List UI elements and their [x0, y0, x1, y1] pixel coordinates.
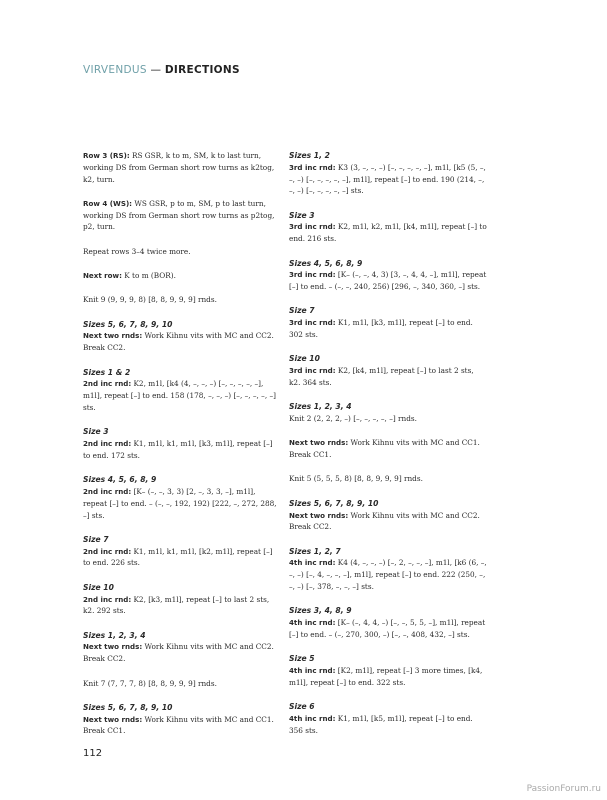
instruction-body: Knit 7 (7, 7, 7, 8) [8, 8, 9, 9, 9] rnds.: [83, 678, 217, 688]
instruction-text: [289, 221, 487, 245]
size-heading: Sizes 5, 6, 7, 8, 9, 10: [289, 498, 379, 508]
size-heading: Sizes 1 & 2: [83, 367, 131, 377]
instruction-text: [83, 150, 281, 185]
instruction-body: [K2, m1l], repeat [–] 3 more times, [k4, m1l], repeat [–] to end. 322 sts.: [289, 666, 483, 687]
instruction-block: [83, 150, 281, 185]
instruction-text: [289, 437, 487, 461]
instruction-block: [83, 534, 281, 569]
instruction-text: [289, 557, 487, 592]
instruction-body: K3 (3, –, –, –) [–, –, –, –, –], m1l, [k5 (5, –, –, –) [–, –, –, –, –], m1l], repeat [–] to end. 190 (214, –, –, –) [–, –, –, –, –] sts.: [289, 162, 486, 196]
instruction-body: K2, [k4, m1l], repeat [–] to last 2 sts, k2. 364 sts.: [289, 366, 474, 387]
instruction-text: [289, 617, 487, 641]
instruction-block: [83, 270, 281, 282]
size-heading: Size 6: [289, 702, 315, 712]
instruction-label: 3rd inc rnd:: [289, 162, 336, 172]
instruction-block: [289, 546, 487, 593]
instruction-text: [289, 269, 487, 293]
instruction-block: [289, 210, 487, 245]
instruction-label: 2nd inc rnd:: [83, 594, 132, 604]
instruction-block: [289, 498, 487, 533]
instruction-label: 4th inc rnd:: [289, 713, 336, 723]
instruction-text: [289, 317, 487, 341]
instruction-block: [289, 605, 487, 640]
instruction-text: [289, 473, 487, 485]
instruction-block: [289, 653, 487, 688]
instruction-block: [289, 150, 487, 197]
instruction-label: 3rd inc rnd:: [289, 366, 336, 376]
instruction-body: Repeat rows 3–4 twice more.: [83, 246, 191, 256]
instruction-label: 2nd inc rnd:: [83, 439, 132, 449]
instruction-body: K2, m1l, k2, m1l, [k4, m1l], repeat [–] to end. 216 sts.: [289, 222, 487, 244]
size-heading: Size 10: [289, 354, 320, 364]
header-separator: —: [150, 64, 162, 76]
size-heading: Sizes 4, 5, 6, 8, 9: [83, 475, 157, 485]
page-header: [83, 64, 240, 76]
instruction-body: WS GSR, p to m, SM, p to last turn, working DS from German short row turns as p2tog, p2, turn.: [83, 198, 275, 232]
size-heading: Sizes 1, 2, 3, 4: [83, 630, 146, 640]
instruction-block: [83, 678, 281, 690]
instruction-body: Work Kihnu vits with MC and CC1. Break CC1.: [289, 438, 480, 460]
instruction-block: [83, 294, 281, 306]
instruction-text: [289, 365, 487, 389]
instruction-body: K4 (4, –, –, –) [–, 2, –, –, –], m1l, [k6 (6, –, –, –) [–, 4, –, –, –], m1l], repeat [–] to end. 222 (250, –, –, –) [–, 378, –, –, –] sts.: [289, 558, 487, 592]
instruction-block: [83, 702, 281, 737]
size-heading: Size 3: [83, 427, 109, 437]
size-heading: Sizes 1, 2, 3, 4: [289, 402, 352, 412]
instruction-body: K1, m1l, [k5, m1l], repeat [–] to end. 356 sts.: [289, 713, 473, 735]
instruction-text: [289, 162, 487, 197]
instruction-text: [289, 413, 487, 425]
instruction-text: [83, 330, 281, 354]
size-heading: Sizes 1, 2: [289, 151, 330, 160]
instruction-body: K1, m1l, [k3, m1l], repeat [–] to end. 302 sts.: [289, 318, 473, 340]
instruction-block: [83, 319, 281, 354]
size-heading: Size 10: [83, 582, 114, 592]
size-heading: Sizes 5, 6, 7, 8, 9, 10: [83, 702, 173, 712]
instruction-block: [289, 258, 487, 293]
right-column: [289, 150, 487, 749]
instruction-text: [83, 678, 281, 690]
instruction-block: [83, 474, 281, 521]
instruction-label: 2nd inc rnd:: [83, 379, 132, 389]
pattern-name: VIRVENDUS: [83, 64, 147, 76]
instruction-body: Work Kihnu vits with MC and CC2. Break CC2.: [83, 331, 274, 353]
instruction-block: [83, 426, 281, 461]
instruction-body: [K– (–, 4, 4, –) [–, –, 5, 5, –], m1l], repeat [–] to end. – (–, 270, 300, –) [–, –, 408, 432, –] sts.: [289, 618, 486, 639]
size-heading: Size 7: [83, 534, 109, 544]
instruction-block: [289, 701, 487, 736]
instruction-body: Knit 5 (5, 5, 5, 8) [8, 8, 9, 9, 9] rnds.: [289, 474, 423, 484]
instruction-label: Next two rnds:: [289, 510, 349, 520]
section-title: DIRECTIONS: [164, 64, 240, 76]
instruction-block: [83, 582, 281, 617]
instruction-text: [83, 198, 281, 233]
instruction-label: Row 3 (RS):: [83, 151, 130, 160]
instruction-text: [83, 641, 281, 665]
instruction-body: K1, m1l, k1, m1l, [k2, m1l], repeat [–] to end. 226 sts.: [83, 546, 273, 568]
instruction-label: 4th inc rnd:: [289, 666, 336, 675]
instruction-body: Work Kihnu vits with MC and CC2. Break CC2.: [289, 510, 480, 532]
instruction-label: Next two rnds:: [83, 331, 143, 341]
instruction-text: [83, 294, 281, 306]
instruction-label: Next two rnds:: [83, 642, 143, 652]
instruction-label: 2nd inc rnd:: [83, 546, 132, 556]
instruction-body: RS GSR, k to m, SM, k to last turn, working DS from German short row turns as k2tog, k2, turn.: [83, 151, 275, 184]
instruction-text: [289, 510, 487, 534]
instruction-label: 2nd inc rnd:: [83, 486, 132, 496]
instruction-block: [289, 401, 487, 425]
instruction-text: [83, 594, 281, 618]
instruction-body: K1, m1l, k1, m1l, [k3, m1l], repeat [–] to end. 172 sts.: [83, 439, 273, 460]
size-heading: Size 7: [289, 306, 315, 316]
page-number: 112: [83, 748, 103, 759]
instruction-body: Work Kihnu vits with MC and CC2. Break CC2.: [83, 642, 274, 664]
instruction-text: [289, 665, 487, 689]
instruction-block: [289, 473, 487, 485]
size-heading: Size 5: [289, 654, 315, 664]
instruction-block: [289, 305, 487, 340]
instruction-block: [289, 353, 487, 388]
instruction-label: Row 4 (WS):: [83, 198, 133, 208]
instruction-body: [K– (–, –, 4, 3) [3, –, 4, 4, –], m1l], repeat [–] to end. – (–, –, 240, 256) [296, –, 340, 360, –] sts.: [289, 270, 487, 292]
instruction-block: [83, 630, 281, 665]
left-column: [83, 150, 281, 750]
instruction-body: [K– (–, –, 3, 3) [2, –, 3, 3, –], m1l], repeat [–] to end. – (–, –, 192, 192) [222, –, 272, 288, –] sts.: [83, 486, 277, 520]
instruction-text: [83, 246, 281, 258]
instruction-text: [83, 546, 281, 570]
instruction-body: Knit 2 (2, 2, 2, –) [–, –, –, –, –] rnds.: [289, 414, 417, 424]
instruction-label: 3rd inc rnd:: [289, 270, 336, 280]
instruction-text: [83, 438, 281, 462]
instruction-block: [83, 246, 281, 258]
instruction-text: [83, 270, 281, 282]
size-heading: Sizes 4, 5, 6, 8, 9: [289, 258, 363, 268]
instruction-body: K2, [k3, m1l], repeat [–] to last 2 sts, k2. 292 sts.: [83, 594, 270, 616]
size-heading: Sizes 5, 6, 7, 8, 9, 10: [83, 319, 173, 329]
instruction-text: [83, 378, 281, 413]
instruction-text: [83, 486, 281, 521]
instruction-label: 3rd inc rnd:: [289, 222, 336, 232]
watermark: PassionForum.ru: [526, 784, 601, 794]
instruction-body: Work Kihnu vits with MC and CC1. Break CC1.: [83, 714, 274, 736]
size-heading: Sizes 1, 2, 7: [289, 546, 341, 556]
instruction-body: K to m (BOR).: [121, 271, 176, 281]
instruction-block: [83, 198, 281, 233]
size-heading: Size 3: [289, 210, 315, 220]
instruction-body: Knit 9 (9, 9, 9, 8) [8, 8, 9, 9, 9] rnds.: [83, 295, 217, 305]
size-heading: Sizes 3, 4, 8, 9: [289, 606, 352, 616]
instruction-text: [83, 714, 281, 738]
instruction-label: Next two rnds:: [289, 438, 349, 448]
instruction-text: [289, 713, 487, 737]
instruction-body: K2, m1l, [k4 (4, –, –, –) [–, –, –, –, –], m1l], repeat [–] to end. 158 (178, –, –, –) [–, –, –, –, –] sts.: [83, 379, 276, 412]
instruction-block: [83, 367, 281, 414]
instruction-label: Next two rnds:: [83, 714, 143, 724]
instruction-label: 3rd inc rnd:: [289, 318, 336, 328]
instruction-label: Next row:: [83, 271, 122, 281]
instruction-label: 4th inc rnd:: [289, 558, 336, 568]
instruction-block: [289, 437, 487, 461]
instruction-label: 4th inc rnd:: [289, 618, 336, 628]
